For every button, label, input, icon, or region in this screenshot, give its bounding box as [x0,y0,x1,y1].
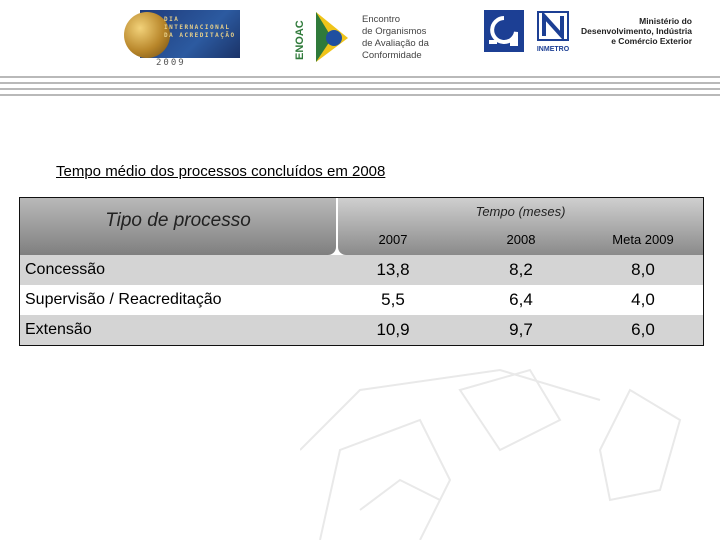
table-header-process-type [20,198,336,255]
header-rule [0,88,720,90]
dia-logo-line: INTERNACIONAL [164,24,231,31]
dia-logo-line: DA ACREDITAÇÃO [164,32,236,39]
header-time-group-label: Tempo (meses) [475,204,566,219]
table-cell: 4,0 [631,290,655,309]
table-cell: 6,0 [631,320,655,339]
header-rule [0,82,720,84]
row-label: Supervisão / Reacreditação [25,291,222,308]
enoac-acronym [292,14,306,62]
enoac-logo [292,6,442,66]
header-process-type-label: Tipo de processo [105,210,251,231]
dia-logo-text [164,16,236,40]
column-header: Meta 2009 [612,232,674,247]
background-building-drawing [300,330,720,540]
process-time-table [19,197,704,346]
table-header-time-group [338,198,703,255]
column-header: 2008 [506,232,536,247]
table-cell: 6,4 [509,290,533,309]
table-cell: 8,2 [509,260,533,279]
page-title: Tempo médio dos processos concluídos em 2008 [56,163,386,180]
inmetro-logo [484,10,574,54]
enoac-acronym-text: ENOAC [294,20,306,60]
table-row [20,315,703,345]
header-rule [0,94,720,96]
table-cell: 13,8 [376,260,410,279]
dia-logo-year: 2009 [156,58,186,68]
ministry-line: e Comércio Exterior [611,36,692,46]
table-cell: 10,9 [376,320,410,339]
dia-internacional-logo [118,6,243,70]
enoac-logo-line: Encontro [362,14,401,25]
header-logos [0,0,720,76]
table-row [20,285,703,315]
table-cell: 9,7 [509,320,533,339]
dia-logo-line: DIA [164,16,180,23]
table-row [20,255,703,285]
enoac-logo-line: Conformidade [362,50,422,61]
ministry-line: Ministério do [639,16,692,26]
row-label: Extensão [25,321,92,338]
ministry-logo [570,16,692,46]
column-header: 2007 [378,232,408,247]
inmetro-label: INMETRO [536,46,570,53]
table-cell: 8,0 [631,260,655,279]
table-cell: 5,5 [381,290,405,309]
enoac-logo-line: de Organismos [362,26,427,37]
row-label: Concessão [25,261,106,278]
ministry-line: Desenvolvimento, Indústria [581,26,692,36]
enoac-logo-text [362,14,429,62]
enoac-emblem-icon [310,10,350,64]
enoac-logo-line: de Avaliação da [362,38,429,49]
header-rule [0,76,720,78]
